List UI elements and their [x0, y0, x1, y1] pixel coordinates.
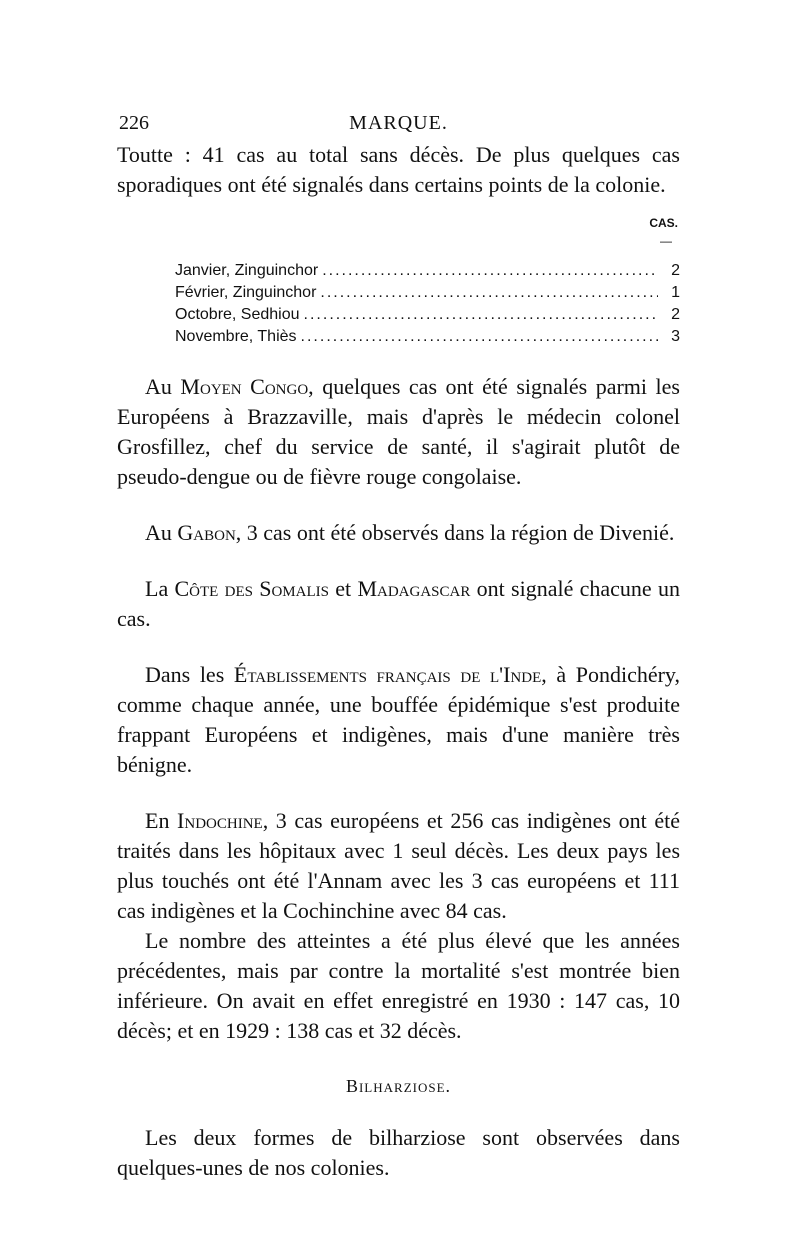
region-name: Madagascar — [357, 576, 471, 601]
text-rest: ont signalé chacune un cas. — [117, 576, 680, 631]
leader-dots — [304, 304, 658, 326]
region-name: Établissements français de l'Inde — [233, 662, 542, 687]
text-mid: et — [328, 576, 358, 601]
text-lead: La — [145, 576, 175, 601]
row-count: 2 — [671, 262, 680, 279]
row-place: Février, Zinguinchor — [175, 284, 317, 301]
paragraph-gap — [117, 492, 680, 518]
table-dash: — — [660, 234, 672, 248]
table-header: CAS. — [649, 216, 678, 230]
text-rest: , quelques cas ont été signalés parmi les Européens à Brazzaville, mais d'après le médecin colonel Grosfillez, chef du service de santé, il s'agirait plutôt de pseudo-dengue ou de fièvre rouge congolaise. — [117, 374, 680, 489]
text-rest: , 3 cas ont été observés dans la région de Divenié. — [235, 520, 675, 545]
running-head — [117, 112, 680, 140]
row-place: Janvier, Zinguinchor — [175, 262, 319, 279]
text-lead: Dans les — [145, 662, 234, 687]
gabon-paragraph — [117, 518, 680, 548]
page — [117, 112, 680, 1183]
region-name: Côte des Somalis — [174, 576, 329, 601]
indochine-paragraph — [117, 806, 680, 926]
somalis-paragraph — [117, 574, 680, 634]
leader-dots — [322, 260, 658, 282]
leader-dots — [320, 282, 658, 304]
text-rest: , 3 cas européens et 256 cas indigènes ont été traités dans les hôpitaux avec 1 seul décès. Les deux pays les plus touchés ont été l'Annam avec les 3 cas européens et 111 cas indigènes et la Cochinchine avec 84 cas. — [117, 808, 680, 923]
text-rest: , à Pondichéry, comme chaque année, une bouffée épidémique s'est produite frappant Européens et indigènes, mais d'une manière très bénigne. — [117, 662, 681, 777]
indochine-followup-paragraph: Le nombre des atteintes a été plus élevé que les années précédentes, mais par contre la mortalité s'est montrée bien inférieure. On avait en effet enregistré en 1930 : 147 cas, 10 décès; et en 1929 : 138 cas et 32 décès. — [117, 928, 680, 1043]
leader-dots — [301, 326, 658, 348]
table-row — [117, 260, 680, 282]
table-row — [117, 282, 680, 304]
region-name: Moyen Congo — [180, 374, 309, 399]
row-count: 2 — [671, 306, 680, 323]
text-lead: Au — [145, 520, 178, 545]
row-place: Novembre, Thiès — [175, 328, 297, 345]
paragraph-gap — [117, 634, 680, 660]
region-name: Gabon — [177, 520, 236, 545]
running-title: MARQUE. — [349, 112, 448, 134]
page-number: 226 — [119, 112, 149, 134]
row-place: Octobre, Sedhiou — [175, 306, 300, 323]
inde-paragraph — [117, 660, 680, 780]
cases-table — [117, 214, 680, 348]
row-count: 3 — [671, 328, 680, 345]
section-title: Bilharziose. — [345, 1076, 452, 1096]
table-row — [117, 304, 680, 326]
intro-paragraph: Toutte : 41 cas au total sans décès. De plus quelques cas sporadiques ont été signalés dans certains points de la colonie. — [117, 142, 680, 197]
region-name: Indochine — [177, 808, 263, 833]
paragraph-gap — [117, 780, 680, 806]
text-lead: Au — [145, 374, 181, 399]
moyen-congo-paragraph — [117, 372, 680, 492]
bilharziose-paragraph: Les deux formes de bilharziose sont observées dans quelques-unes de nos colonies. — [117, 1125, 680, 1180]
text-lead: En — [145, 808, 178, 833]
paragraph-gap — [117, 548, 680, 574]
table-row — [117, 326, 680, 348]
row-count: 1 — [671, 284, 680, 301]
